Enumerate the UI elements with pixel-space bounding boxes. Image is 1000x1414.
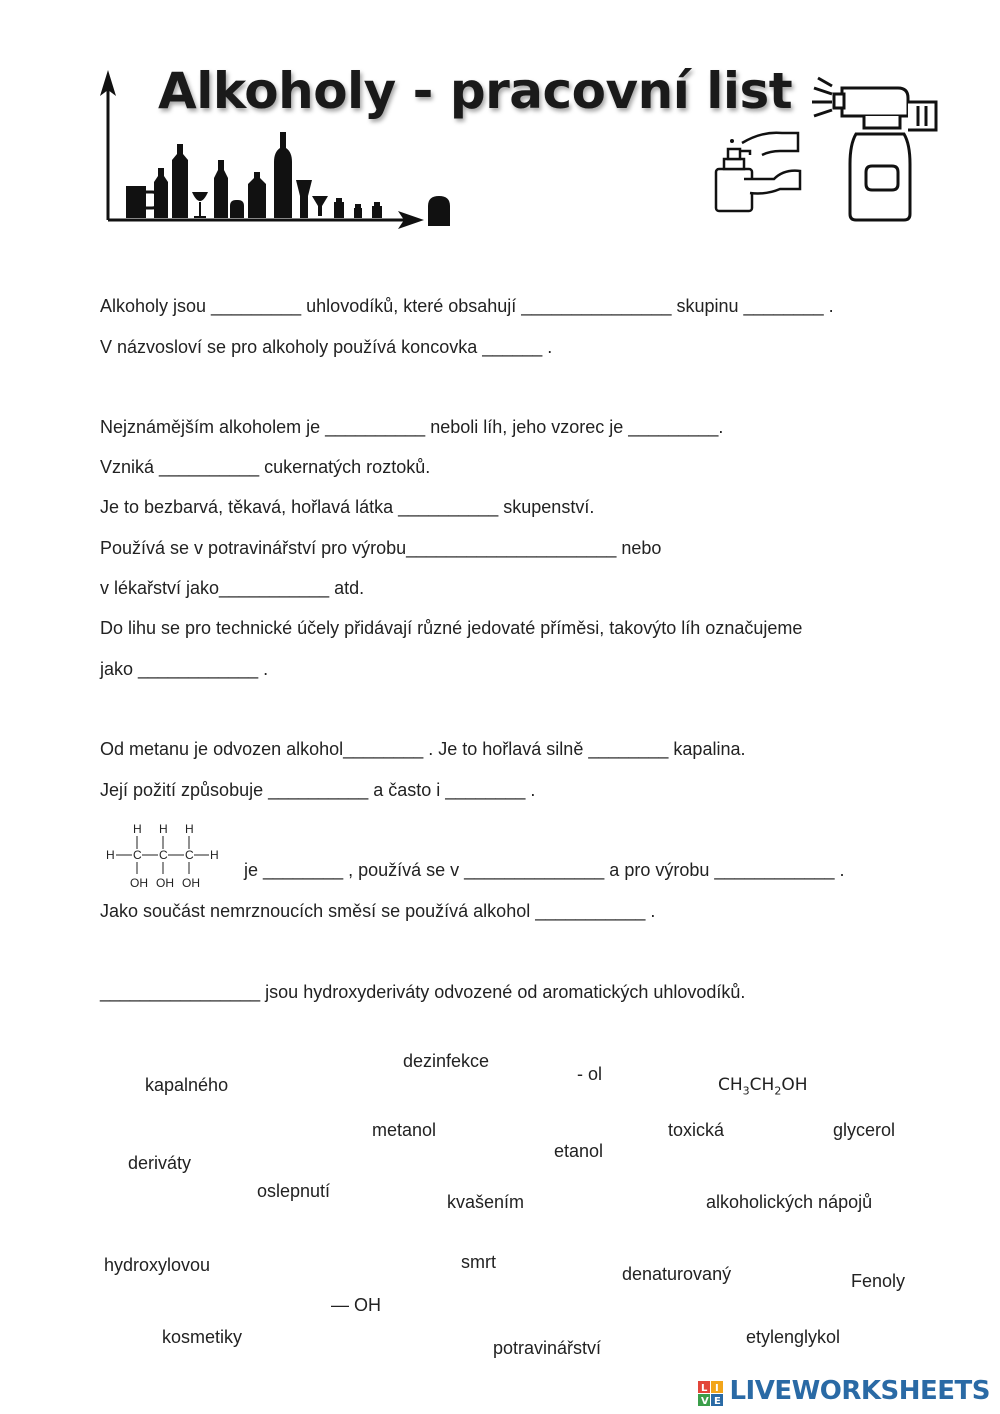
svg-text:I: I	[715, 1383, 719, 1394]
word-kapalneho[interactable]: kapalného	[145, 1075, 229, 1095]
svg-text:L: L	[701, 1383, 708, 1394]
svg-text:E: E	[714, 1396, 721, 1407]
word-potravinarstvi[interactable]: potravinářství	[493, 1338, 602, 1358]
glycerol-structure-diagram	[104, 820, 228, 892]
text-line-14: ________________ jsou hydroxyderiváty odvozené od aromatických uhlovodíků.	[100, 982, 746, 1002]
word-glycerol[interactable]: glycerol	[833, 1120, 896, 1140]
structure-oh-2: OH	[156, 876, 174, 890]
word-hydroxylovou[interactable]: hydroxylovou	[104, 1255, 211, 1275]
hand-sanitizer-icon	[712, 125, 804, 215]
text-line-5: Je to bezbarvá, těkavá, hořlavá látka __________ skupenství.	[100, 497, 595, 517]
text-line-4: Vzniká __________ cukernatých roztoků.	[100, 457, 431, 477]
structure-c-3: C	[185, 848, 194, 862]
svg-text:V: V	[701, 1396, 709, 1407]
text-line-3: Nejznámějším alkoholem je __________ neboli líh, jeho vzorec je _________.	[100, 417, 724, 437]
text-line-10: Od metanu je odvozen alkohol________ . Je to hořlavá silně ________ kapalina.	[100, 739, 746, 759]
structure-oh-3: OH	[182, 876, 200, 890]
word-metanol[interactable]: metanol	[372, 1120, 437, 1140]
word-ol[interactable]: - ol	[577, 1064, 603, 1084]
liveworksheets-logo-icon	[698, 1381, 724, 1407]
page-title: Alkoholy - pracovní list	[158, 62, 793, 120]
text-line-1: Alkoholy jsou _________ uhlovodíků, které obsahují _______________ skupinu ________ .	[100, 296, 834, 316]
word-toxicka[interactable]: toxická	[668, 1120, 725, 1140]
word-derivaty[interactable]: deriváty	[128, 1153, 192, 1173]
word-oh-group[interactable]: — OH	[331, 1295, 382, 1315]
structure-h-left: H	[106, 848, 115, 862]
word-oslepnuti[interactable]: oslepnutí	[257, 1181, 331, 1201]
word-ethanol-formula[interactable]: $CH_3CH_2OH$	[718, 1075, 808, 1098]
liveworksheets-brand[interactable]: LIVEWORKSHEETS	[729, 1376, 990, 1406]
text-line-12: je ________ , používá se v ______________ a pro výrobu ____________ .	[244, 860, 845, 880]
spray-bottle-icon	[808, 74, 954, 224]
word-kosmetiky[interactable]: kosmetiky	[162, 1327, 243, 1347]
text-line-2: V názvosloví se pro alkoholy používá koncovka ______ .	[100, 337, 553, 357]
word-etanol[interactable]: etanol	[554, 1141, 604, 1161]
word-denaturovany[interactable]: denaturovaný	[622, 1264, 732, 1284]
word-kvasenim[interactable]: kvašením	[447, 1192, 525, 1212]
text-line-13: Jako součást nemrznoucích směsí se používá alkohol ___________ .	[100, 901, 656, 921]
structure-c-2: C	[159, 848, 168, 862]
structure-h-top-2: H	[159, 822, 168, 836]
text-line-9: jako ____________ .	[100, 659, 269, 679]
structure-h-top-1: H	[133, 822, 142, 836]
structure-h-top-3: H	[185, 822, 194, 836]
word-alkoholickych-napoju[interactable]: alkoholických nápojů	[706, 1192, 873, 1212]
word-etylenglykol[interactable]: etylenglykol	[746, 1327, 841, 1347]
structure-oh-1: OH	[130, 876, 148, 890]
text-line-7: v lékařství jako___________ atd.	[100, 578, 365, 598]
structure-h-right: H	[210, 848, 219, 862]
word-fenoly[interactable]: Fenoly	[851, 1271, 906, 1291]
word-dezinfekce[interactable]: dezinfekce	[403, 1051, 490, 1071]
text-line-11: Její požití způsobuje __________ a často i ________ .	[100, 780, 536, 800]
text-line-6: Používá se v potravinářství pro výrobu_____________________ nebo	[100, 538, 662, 558]
structure-c-1: C	[133, 848, 142, 862]
word-smrt[interactable]: smrt	[461, 1252, 496, 1272]
text-line-8: Do lihu se pro technické účely přidávají různé jedovaté příměsi, takovýto líh označujeme	[100, 618, 803, 638]
